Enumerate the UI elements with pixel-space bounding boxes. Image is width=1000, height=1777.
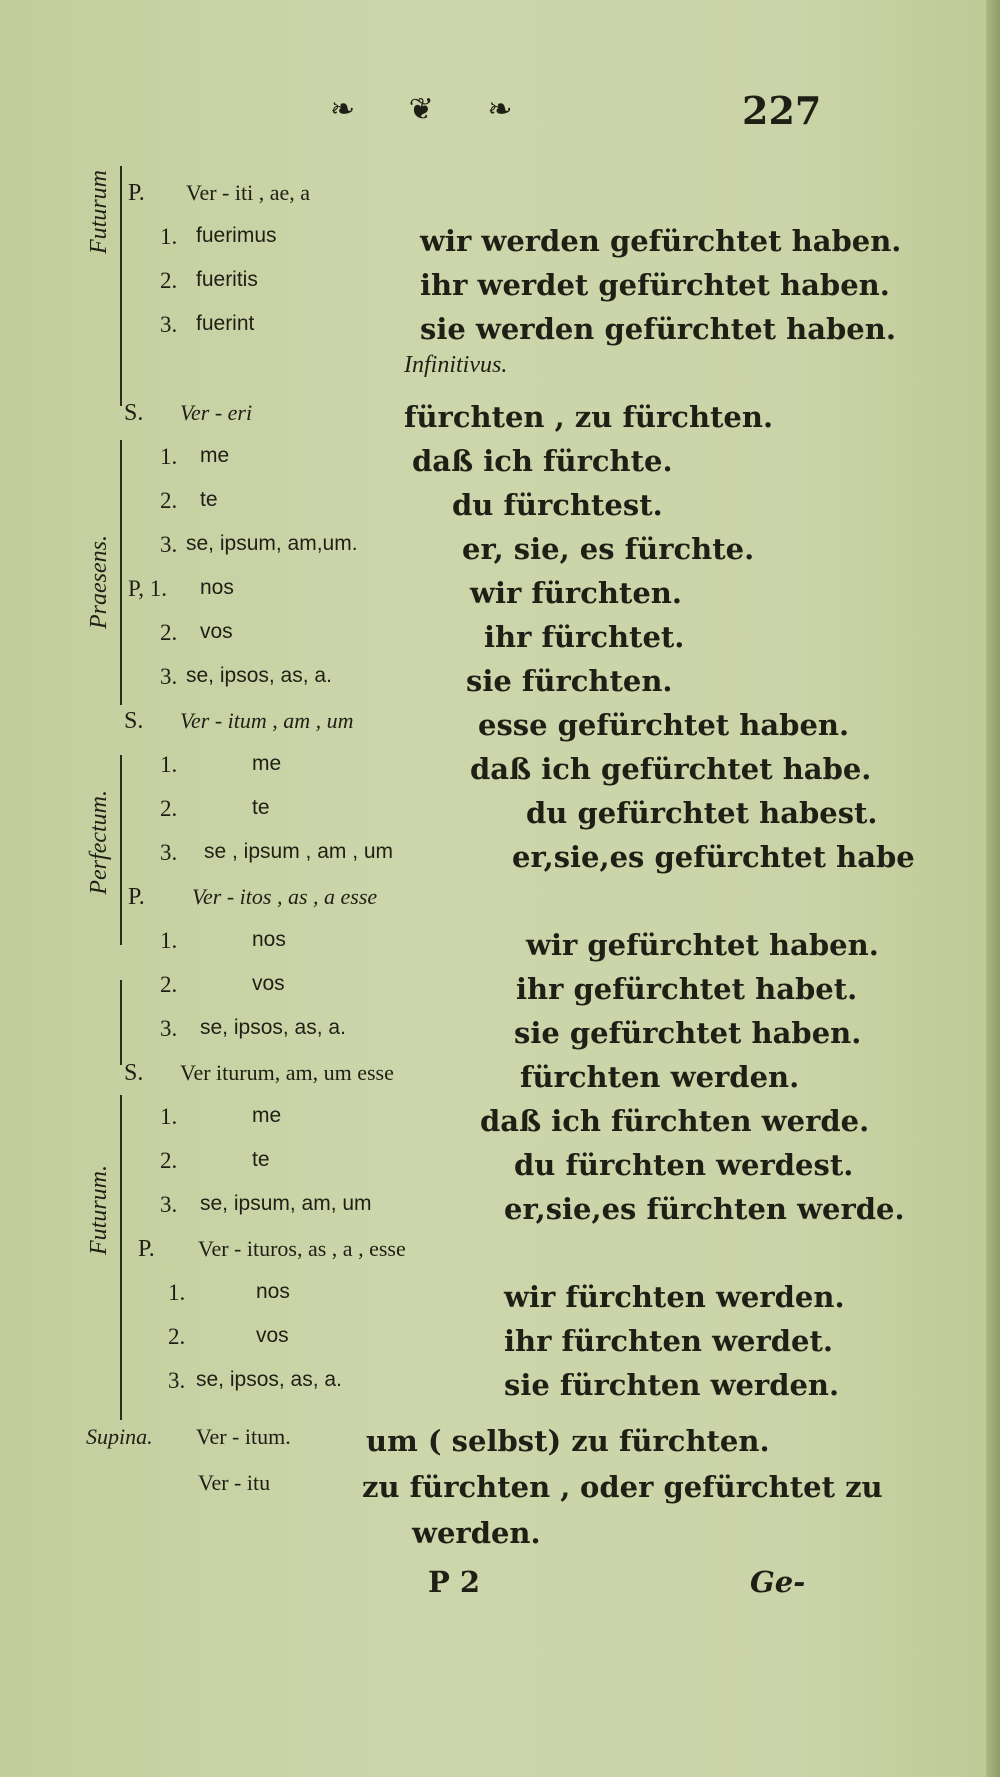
person-number: 3. bbox=[160, 664, 178, 689]
german-translation: sie fürchten werden. bbox=[504, 1368, 840, 1402]
latin-form: me bbox=[252, 1104, 282, 1127]
latin-stem: Ver - eri bbox=[180, 400, 253, 425]
latin-form: se, ipsum, am, um bbox=[200, 1192, 372, 1215]
page-number: 227 bbox=[742, 88, 822, 133]
conjugation-head-row bbox=[0, 884, 1000, 924]
latin-form: vos bbox=[256, 1324, 289, 1347]
header-ornament: ❧ ❦ ❧ bbox=[330, 92, 535, 127]
conjugation-row bbox=[0, 576, 1000, 616]
person-number: 3. bbox=[160, 532, 178, 557]
german-translation: fürchten werden. bbox=[520, 1060, 800, 1094]
section-label-futurum-bottom: Futurum. bbox=[86, 1165, 112, 1255]
conjugation-row bbox=[0, 840, 1000, 880]
supina-row bbox=[0, 1470, 1000, 1510]
latin-stem: Ver - itos , as , a esse bbox=[192, 884, 378, 909]
german-translation: du fürchten werdest. bbox=[514, 1148, 854, 1182]
latin-stem: Ver iturum, am, um esse bbox=[180, 1060, 394, 1085]
latin-form: fuerint bbox=[196, 312, 255, 335]
conjugation-row bbox=[0, 1192, 1000, 1232]
latin-stem: Ver - ituros, as , a , esse bbox=[198, 1236, 406, 1261]
conjugation-row bbox=[0, 1324, 1000, 1364]
conjugation-head-row bbox=[0, 400, 1000, 440]
person-number: 3. bbox=[160, 1016, 178, 1041]
person-number: 1. bbox=[160, 928, 178, 953]
latin-stem: Ver - itum , am , um bbox=[180, 708, 354, 733]
latin-form: se , ipsum , am , um bbox=[204, 840, 394, 863]
german-translation: sie gefürchtet haben. bbox=[514, 1016, 862, 1050]
number-marker: S. bbox=[124, 708, 144, 734]
german-translation: er,sie,es gefürchtet habe bbox=[512, 840, 915, 874]
latin-form: se, ipsos, as, a. bbox=[186, 664, 332, 687]
conjugation-row bbox=[0, 752, 1000, 792]
german-translation: du fürchtest. bbox=[452, 488, 663, 522]
conjugation-row bbox=[0, 1016, 1000, 1056]
conjugation-row bbox=[0, 796, 1000, 836]
german-translation: sie werden gefürchtet haben. bbox=[420, 312, 896, 346]
latin-form: Ver - itu bbox=[198, 1470, 271, 1495]
page-footer bbox=[0, 1565, 1000, 1605]
german-translation: fürchten , zu fürchten. bbox=[404, 400, 774, 434]
conjugation-row bbox=[0, 312, 1000, 352]
person-number: 2. bbox=[160, 972, 178, 997]
latin-form: se, ipsos, as, a. bbox=[200, 1016, 346, 1039]
conjugation-row bbox=[0, 532, 1000, 572]
conjugation-row bbox=[0, 488, 1000, 528]
conjugation-head-row bbox=[0, 1236, 1000, 1276]
person-number: 2. bbox=[160, 268, 178, 293]
conjugation-row bbox=[0, 620, 1000, 660]
german-translation: um ( selbst) zu fürchten. bbox=[366, 1424, 770, 1458]
german-translation: oder gefürchtet zu bbox=[580, 1470, 883, 1504]
person-number: 3. bbox=[160, 840, 178, 865]
person-number: P, 1. bbox=[128, 576, 167, 601]
latin-form: fuerimus bbox=[196, 224, 277, 247]
conjugation-row bbox=[0, 268, 1000, 308]
german-translation: daß ich fürchten werde. bbox=[480, 1104, 870, 1138]
conjugation-row bbox=[0, 972, 1000, 1012]
latin-form: vos bbox=[200, 620, 233, 643]
latin-form: te bbox=[252, 1148, 270, 1171]
latin-form: te bbox=[252, 796, 270, 819]
signature-mark: P 2 bbox=[428, 1565, 481, 1599]
person-number: 2. bbox=[160, 796, 178, 821]
german-translation: ihr fürchtet. bbox=[484, 620, 685, 654]
person-number: 3. bbox=[168, 1368, 186, 1393]
german-translation: sie fürchten. bbox=[466, 664, 673, 698]
conjugation-row bbox=[0, 1368, 1000, 1408]
infinitivus-heading: Infinitivus. bbox=[404, 352, 508, 378]
latin-form: vos bbox=[252, 972, 285, 995]
latin-form: me bbox=[200, 444, 230, 467]
number-marker: P. bbox=[128, 180, 145, 206]
latin-form: nos bbox=[200, 576, 234, 599]
latin-form: se, ipsos, as, a. bbox=[196, 1368, 342, 1391]
latin-form: se, ipsum, am,um. bbox=[186, 532, 358, 555]
catchword: Ge- bbox=[750, 1565, 806, 1599]
section-label-futurum-top: Futurum bbox=[86, 170, 112, 254]
german-translation: wir fürchten werden. bbox=[504, 1280, 845, 1314]
german-translation: ihr werdet gefürchtet haben. bbox=[420, 268, 890, 302]
person-number: 1. bbox=[160, 1104, 178, 1129]
section-label-perfectum: Perfectum. bbox=[86, 790, 112, 895]
german-translation: wir gefürchtet haben. bbox=[526, 928, 879, 962]
german-translation: zu fürchten , bbox=[362, 1470, 571, 1504]
person-number: 2. bbox=[160, 620, 178, 645]
german-translation: du gefürchtet habest. bbox=[526, 796, 878, 830]
person-number: 1. bbox=[160, 224, 178, 249]
number-marker: P. bbox=[128, 884, 145, 910]
conjugation-row bbox=[0, 224, 1000, 264]
latin-form: te bbox=[200, 488, 218, 511]
german-translation: daß ich fürchte. bbox=[412, 444, 673, 478]
conjugation-row bbox=[0, 664, 1000, 704]
person-number: 2. bbox=[168, 1324, 186, 1349]
supina-row bbox=[0, 1516, 1000, 1556]
german-translation: wir werden gefürchtet haben. bbox=[420, 224, 902, 258]
latin-stem: Ver - iti , ae, a bbox=[186, 180, 310, 205]
latin-form: me bbox=[252, 752, 282, 775]
latin-form: nos bbox=[256, 1280, 290, 1303]
number-marker: P. bbox=[138, 1236, 155, 1262]
person-number: 1. bbox=[168, 1280, 186, 1305]
person-number: 1. bbox=[160, 444, 178, 469]
person-number: 2. bbox=[160, 1148, 178, 1173]
latin-form: Ver - itum. bbox=[196, 1424, 291, 1449]
page-header bbox=[0, 88, 1000, 142]
german-translation: ihr gefürchtet habet. bbox=[516, 972, 858, 1006]
german-translation: daß ich gefürchtet habe. bbox=[470, 752, 872, 786]
supina-row bbox=[0, 1424, 1000, 1464]
supina-label: Supina. bbox=[86, 1424, 153, 1449]
conjugation-row bbox=[0, 1148, 1000, 1188]
conjugation-row bbox=[0, 928, 1000, 968]
conjugation-head-row bbox=[0, 708, 1000, 748]
number-marker: S. bbox=[124, 400, 144, 426]
person-number: 2. bbox=[160, 488, 178, 513]
number-marker: S. bbox=[124, 1060, 144, 1086]
german-translation: wir fürchten. bbox=[470, 576, 682, 610]
german-translation: ihr fürchten werdet. bbox=[504, 1324, 833, 1358]
german-translation: werden. bbox=[412, 1516, 541, 1550]
person-number: 1. bbox=[160, 752, 178, 777]
latin-form: fueritis bbox=[196, 268, 258, 291]
german-translation: er,sie,es fürchten werde. bbox=[504, 1192, 905, 1226]
person-number: 3. bbox=[160, 312, 178, 337]
conjugation-head-row bbox=[0, 1060, 1000, 1100]
latin-form: nos bbox=[252, 928, 286, 951]
conjugation-row bbox=[0, 1280, 1000, 1320]
conjugation-row bbox=[0, 1104, 1000, 1144]
conjugation-head-row bbox=[0, 180, 1000, 220]
german-translation: er, sie, es fürchte. bbox=[462, 532, 755, 566]
section-label-praesens: Praesens. bbox=[86, 535, 112, 629]
conjugation-row bbox=[0, 444, 1000, 484]
person-number: 3. bbox=[160, 1192, 178, 1217]
german-translation: esse gefürchtet haben. bbox=[478, 708, 850, 742]
